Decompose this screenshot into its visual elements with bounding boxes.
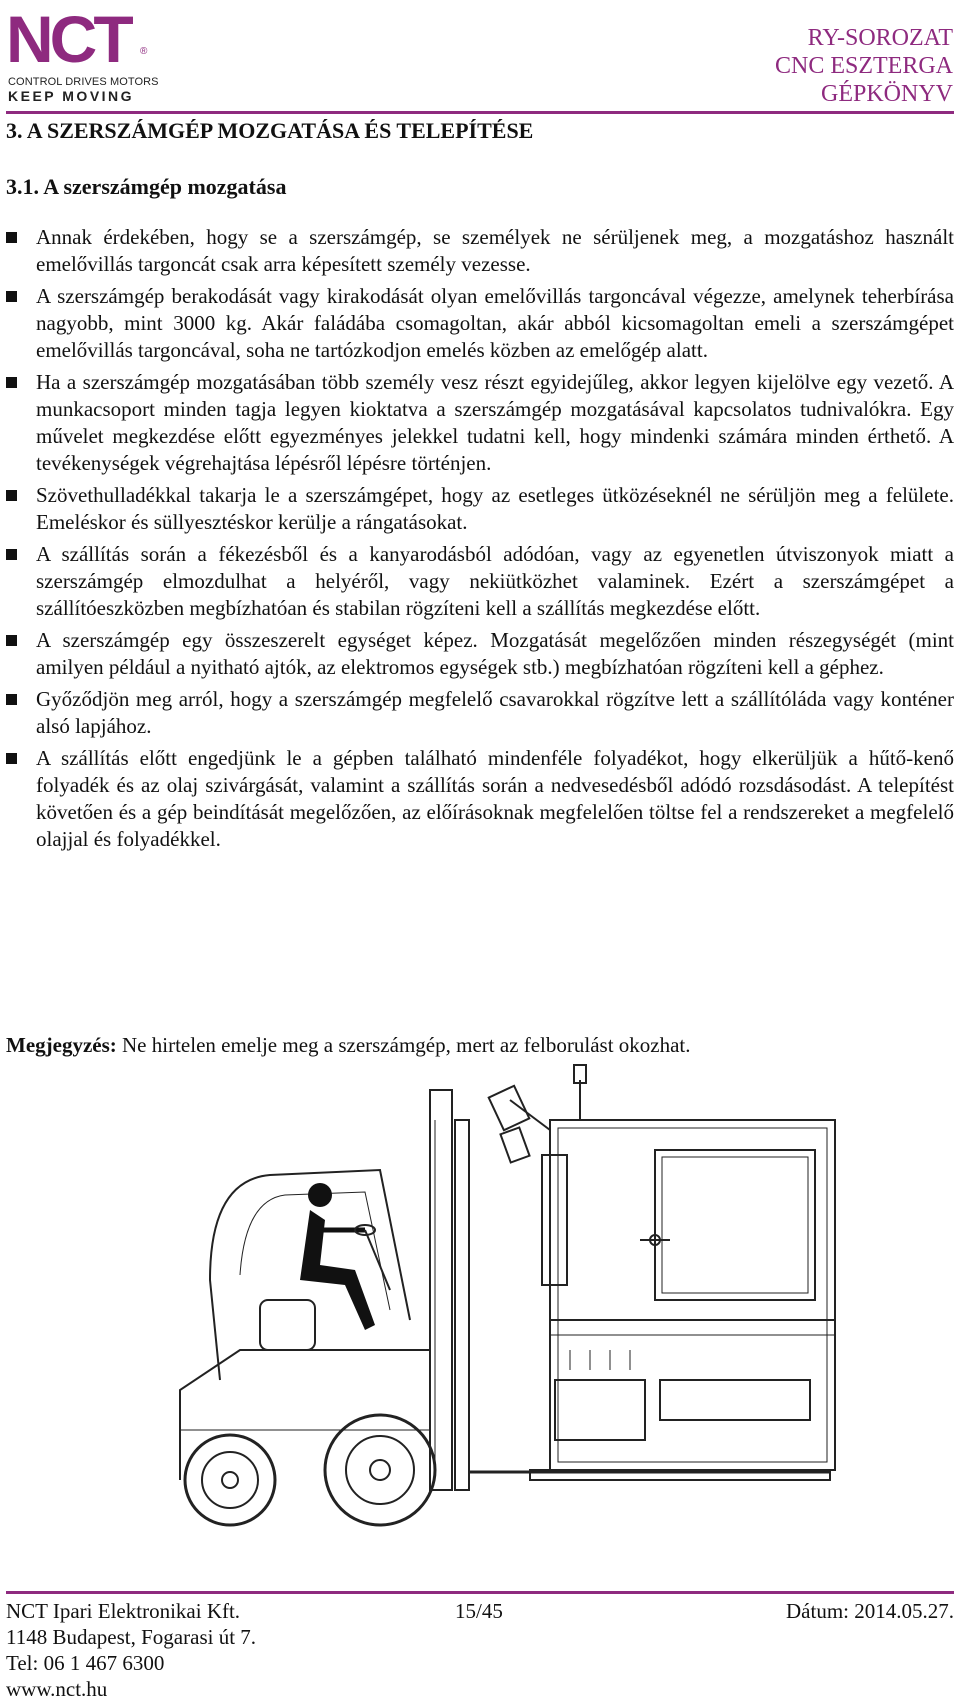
footer-website-link[interactable]: www.nct.hu xyxy=(6,1677,108,1701)
logo-tagline-2: KEEP MOVING xyxy=(8,88,135,104)
bullet-square-icon xyxy=(6,490,17,501)
instruction-list xyxy=(6,224,954,858)
footer-page-number: 15/45 xyxy=(455,1599,503,1623)
forklift-drawing xyxy=(150,1090,850,1530)
bullet-square-icon xyxy=(6,635,17,646)
note xyxy=(6,1032,954,1059)
document-header xyxy=(775,24,953,108)
list-item: A szerszámgép berakodását vagy kirakodását olyan emelővillás targoncával végezze, amelynek teherbírása nagyobb, mint 3000 kg. Akár faládába csomagoltan, akár abból kicsomagoltan emeli a szerszámgépet emelővillás targoncával, soha ne tartózkodjon emelés közben az emelőgép alatt. xyxy=(6,283,954,364)
logo-letters: NCT xyxy=(6,2,130,76)
list-item: Annak érdekében, hogy se a szerszámgép, se személyek ne sérüljenek meg, a mozgatáshoz használt emelővillás targoncát csak arra képesített személy vezesse. xyxy=(6,224,954,278)
cnc-machine-drawing xyxy=(489,1065,835,1480)
bullet-square-icon xyxy=(6,232,17,243)
bullet-square-icon xyxy=(6,694,17,705)
list-item: Ha a szerszámgép mozgatásában több személy vesz részt egyidejűleg, akkor legyen kijelölve egy vezető. A munkacsoport minden tagja legyen kioktatva a szerszámgép mozgatásával kapcsolatos tudnivalókra. Egy művelet megkezdése előtt egyezményes jelekkel tudatni kell, hogy mindenki számára minden érthető. A tevékenységek végrehajtása lépésről lépésre történjen. xyxy=(6,369,954,477)
section-title: 3. A SZERSZÁMGÉP MOZGATÁSA ÉS TELEPÍTÉSE xyxy=(6,118,534,143)
list-item: A szerszámgép egy összeszerelt egységet képez. Mozgatását megelőzően minden részegységét (mint amilyen például a nyitható ajtók, az elektromos egységek stb.) megbízhatóan rögzíteni kell a géphez. xyxy=(6,627,954,681)
bullet-square-icon xyxy=(6,291,17,302)
company-logo xyxy=(6,2,159,104)
footer-phone: Tel: 06 1 467 6300 xyxy=(6,1651,165,1675)
subsection-title: 3.1. A szerszámgép mozgatása xyxy=(6,174,287,199)
footer-date: Dátum: 2014.05.27. xyxy=(786,1599,954,1623)
bullet-square-icon xyxy=(6,377,17,388)
logo-registered-mark: ® xyxy=(140,46,148,57)
footer-company: NCT Ipari Elektronikai Kft. xyxy=(6,1599,241,1623)
footer-address: 1148 Budapest, Fogarasi út 7. xyxy=(6,1625,257,1649)
note-text: Ne hirtelen emelje meg a szerszámgép, mert az felborulást okozhat. xyxy=(116,1033,691,1057)
header-machine: CNC ESZTERGA xyxy=(774,53,953,79)
header-manual: GÉPKÖNYV xyxy=(821,81,953,107)
list-item: Szövethulladékkal takarja le a szerszámgépet, hogy az esetleges ütközéseknél ne sérüljön meg a felülete. Emeléskor és süllyesztéskor kerülje a rángatásokat. xyxy=(6,482,954,536)
header-series: RY-SOROZAT xyxy=(807,25,953,51)
forklift-machine-illustration xyxy=(150,1060,850,1550)
header-divider xyxy=(6,111,954,114)
list-item: A szállítás során a fékezésből és a kanyarodásból adódóan, vagy az egyenetlen útviszonyok miatt a szerszámgép elmozdulhat a helyéről, vagy nekiütközhet valaminek. Ezért a szerszámgépet a szállítóeszközben megbízhatóan és stabilan rögzíteni kell a szállítás megkezdése előtt. xyxy=(6,541,954,622)
list-item: A szállítás előtt engedjünk le a gépben található mindenféle folyadékot, hogy elkerüljük a hűtő-kenő folyadék és az olaj szivárgását, valamint a szállítás során a nedvesedésből adódó rozsdásodást. A telepítést követően és a gép beindítását megelőzően, az előírásoknak megfelelően töltse fel a rendszereket a megfelelő olajjal és folyadékkel. xyxy=(6,745,954,853)
note-label: Megjegyzés: xyxy=(6,1033,117,1057)
logo-tagline-1: CONTROL DRIVES MOTORS xyxy=(8,76,159,88)
bullet-square-icon xyxy=(6,549,17,560)
footer-divider xyxy=(6,1591,954,1594)
bullet-square-icon xyxy=(6,753,17,764)
list-item: Győződjön meg arról, hogy a szerszámgép megfelelő csavarokkal rögzítve lett a szállítóláda vagy konténer alsó lapjához. xyxy=(6,686,954,740)
